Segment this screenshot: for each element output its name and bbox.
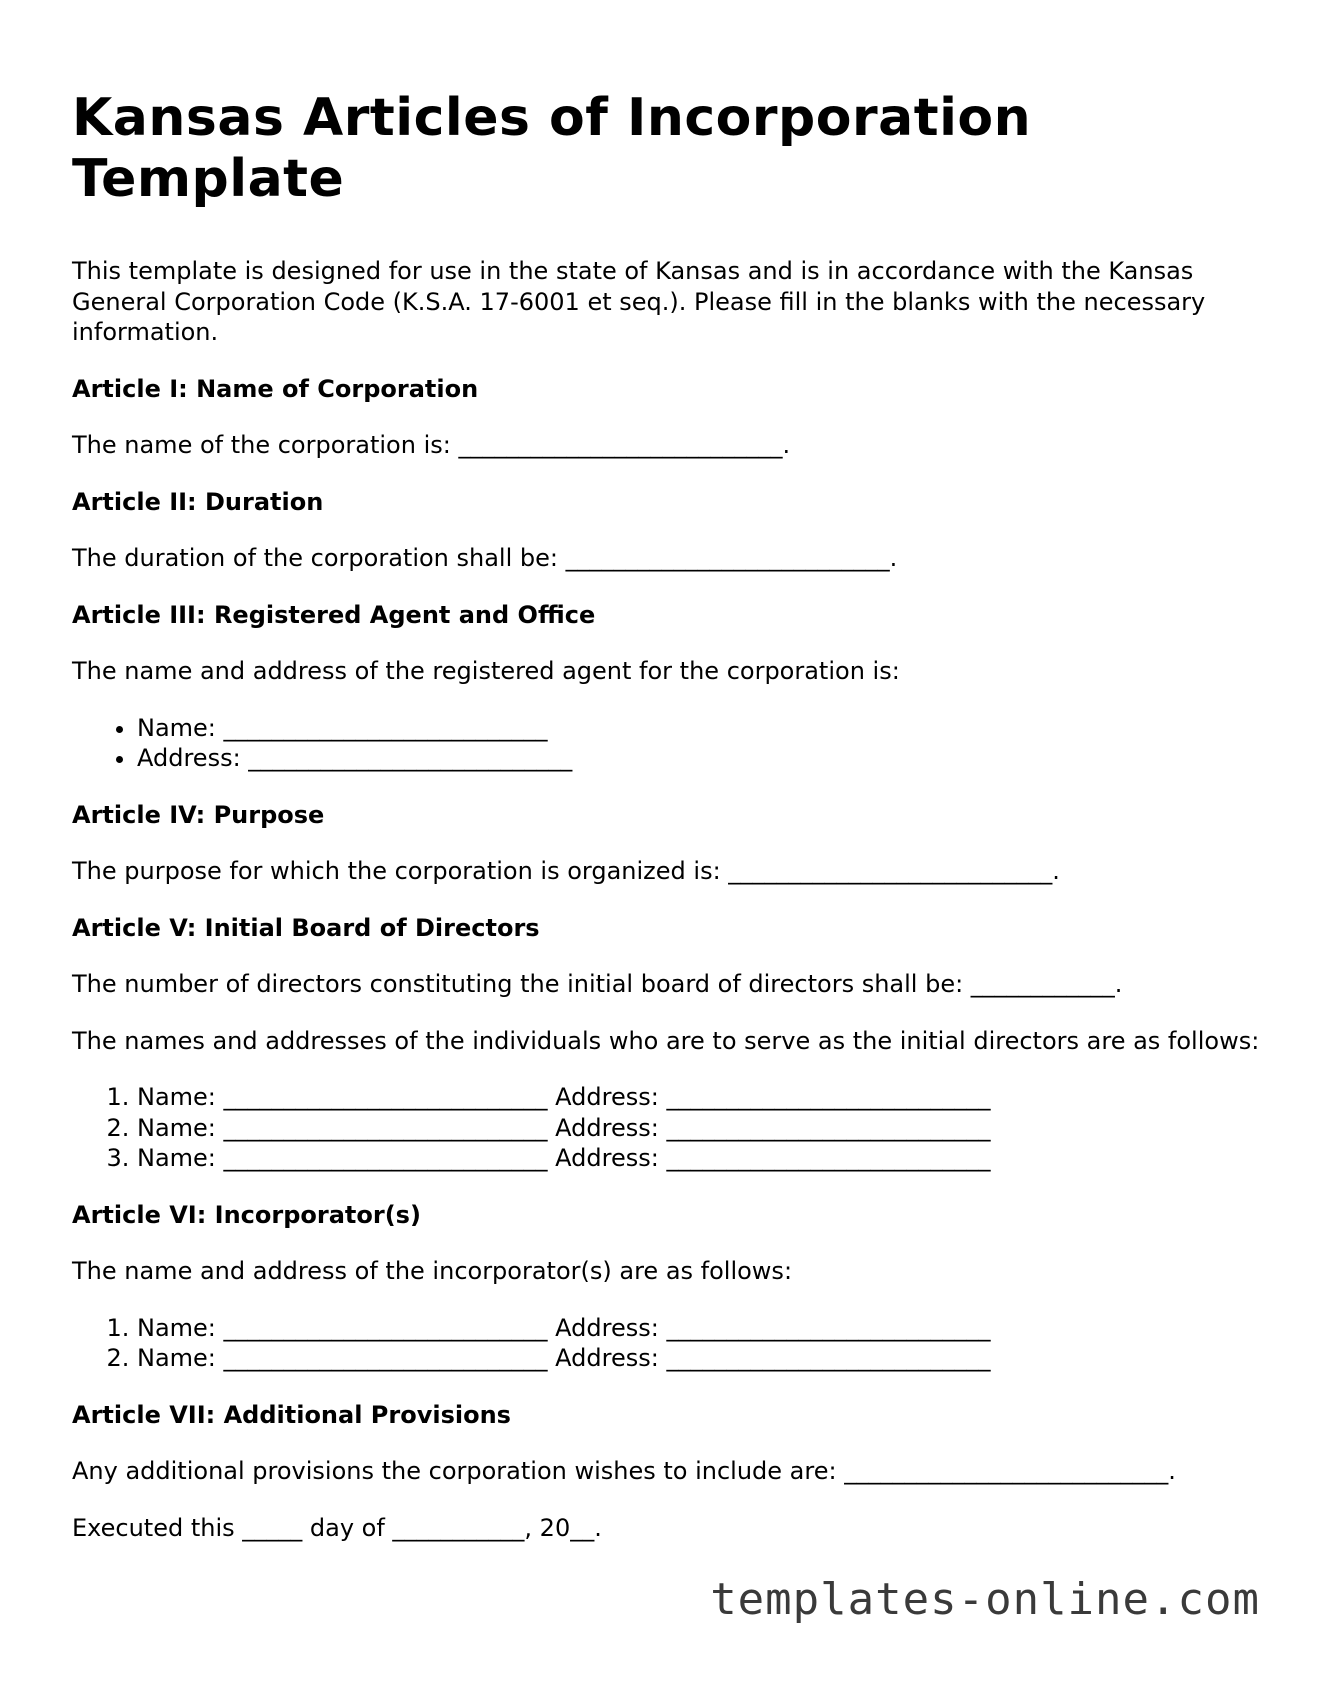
article-3-heading: Article III: Registered Agent and Office <box>72 600 596 629</box>
article-5-text-count: The number of directors constituting the initial board of directors shall be: ____________. <box>72 970 1123 998</box>
article-5-text-names: The names and addresses of the individuals who are to serve as the initial directors are as follows: <box>72 1026 1260 1055</box>
document-title: Kansas Articles of Incorporation Template <box>72 88 1032 209</box>
list-item: 1. Name: ___________________________ Address: ___________________________ <box>137 1313 1262 1344</box>
article-1-heading: Article I: Name of Corporation <box>72 374 479 403</box>
article-2-heading: Article II: Duration <box>72 487 324 516</box>
incorporators-list <box>72 1313 1262 1374</box>
article-3-text: The name and address of the registered agent for the corporation is: <box>72 657 900 685</box>
intro-paragraph: This template is designed for use in the state of Kansas and is in accordance with the Kansas General Corporation Code (K.S.A. 17-6001 et seq.). Please fill in the blanks with the necessary information. <box>72 257 1206 346</box>
article-5-heading: Article V: Initial Board of Directors <box>72 913 540 942</box>
article-4-heading: Article IV: Purpose <box>72 800 325 829</box>
list-item: • Name: ___________________________ <box>137 713 1262 744</box>
list-item: 2. Name: ___________________________ Address: ___________________________ <box>137 1113 1262 1144</box>
execution-line: Executed this _____ day of ___________, 20__. <box>72 1513 602 1542</box>
registered-agent-list <box>72 713 1262 774</box>
article-4-text: The purpose for which the corporation is organized is: ___________________________. <box>72 857 1060 885</box>
article-1-text: The name of the corporation is: ___________________________. <box>72 431 791 459</box>
list-item: 1. Name: ___________________________ Address: ___________________________ <box>137 1082 1262 1113</box>
article-7-text: Any additional provisions the corporation wishes to include are: ___________________________. <box>72 1457 1176 1485</box>
directors-list <box>72 1082 1262 1174</box>
document-page <box>72 88 1262 1569</box>
list-item: • Address: ___________________________ <box>137 743 1262 774</box>
list-item: 2. Name: ___________________________ Address: ___________________________ <box>137 1343 1262 1374</box>
article-6-heading: Article VI: Incorporator(s) <box>72 1200 421 1229</box>
article-2-text: The duration of the corporation shall be: ___________________________. <box>72 544 898 572</box>
watermark: templates-online.com <box>710 1574 1260 1625</box>
article-7-heading: Article VII: Additional Provisions <box>72 1400 511 1429</box>
article-6-text: The name and address of the incorporator(s) are as follows: <box>72 1257 793 1285</box>
list-item: 3. Name: ___________________________ Address: ___________________________ <box>137 1143 1262 1174</box>
